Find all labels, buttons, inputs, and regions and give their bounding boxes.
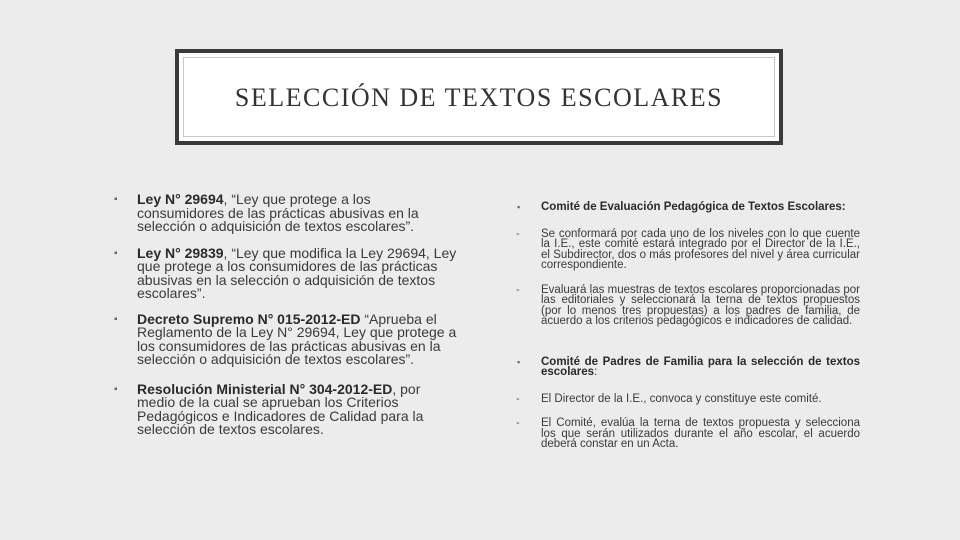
list-item bbox=[516, 394, 860, 405]
dash-marker: - bbox=[516, 283, 520, 296]
bullet-icon: ▪ bbox=[114, 194, 118, 205]
bullet-icon: ▪ bbox=[517, 356, 521, 367]
list-item bbox=[114, 244, 459, 301]
law-reference: Ley N° 29839 bbox=[137, 244, 224, 261]
title-box bbox=[175, 49, 783, 145]
law-description: , “Ley que modifica la Ley 29694, Ley que protege a los consumidores de las prácticas abusivas en la selección o adquisición de textos escolares”. bbox=[137, 244, 457, 301]
law-description: , “Ley que protege a los consumidores de las prácticas abusivas en la selección o adquisición de textos escolares”. bbox=[137, 191, 419, 234]
law-reference: Resolución Ministerial N° 304-2012-ED bbox=[137, 380, 393, 397]
dash-marker: - bbox=[516, 227, 520, 240]
item-text: : bbox=[594, 366, 598, 378]
bullet-icon: ▪ bbox=[114, 247, 118, 259]
list-item bbox=[516, 418, 860, 450]
committee-heading: Comité de Padres de Familia para la selección de textos escolares bbox=[541, 355, 860, 378]
bullet-icon: ▪ bbox=[517, 202, 521, 212]
bullet-icon: ▪ bbox=[114, 313, 118, 325]
list-item bbox=[114, 310, 459, 367]
law-reference: Ley N° 29694 bbox=[137, 191, 224, 207]
list-item bbox=[516, 357, 860, 378]
dash-marker: - bbox=[516, 417, 520, 429]
list-item bbox=[516, 229, 860, 271]
list-item bbox=[114, 380, 459, 437]
list-item bbox=[114, 193, 459, 234]
item-text: Evaluará las muestras de textos escolares proporcionadas por las editoriales y seleccionará la terna de textos propuestos (por lo menos tres propuestas) a los padres de familia, de acuerdo a los criterios pedagógicos e indicadores de calidad. bbox=[541, 283, 860, 327]
law-reference: Decreto Supremo N° 015-2012-ED bbox=[137, 310, 361, 327]
item-text: El Comité, evalúa la terna de textos propuesta y selecciona los que serán utilizados durante el año escolar, el acuerdo deberá constar en un Acta. bbox=[541, 417, 860, 450]
law-description: “Aprueba el Reglamento de la Ley N° 29694, Ley que protege a los consumidores de las prácticas abusivas en la selección o adquisición de textos escolares”. bbox=[137, 310, 457, 367]
list-item bbox=[516, 202, 860, 213]
bullet-icon: ▪ bbox=[114, 383, 118, 395]
committees-list bbox=[516, 202, 860, 450]
item-text: Se conformará por cada uno de los niveles con lo que cuente la I.E., este comité estará integrado por el Director de la I.E., el Subdirector, dos o más profesores del nivel y área curricular correspondiente. bbox=[541, 227, 860, 271]
committee-heading: Comité de Evaluación Pedagógica de Textos Escolares: bbox=[541, 201, 846, 213]
item-text: El Director de la I.E., convoca y constituye este comité. bbox=[541, 392, 822, 405]
law-description: , por medio de la cual se aprueban los Criterios Pedagógicos e Indicadores de Calidad para la selección de textos escolares. bbox=[137, 380, 424, 437]
list-item bbox=[516, 285, 860, 327]
legal-basis-list bbox=[114, 193, 459, 450]
slide-title: SELECCIÓN DE TEXTOS ESCOLARES bbox=[234, 83, 724, 112]
dash-marker: - bbox=[516, 392, 520, 405]
